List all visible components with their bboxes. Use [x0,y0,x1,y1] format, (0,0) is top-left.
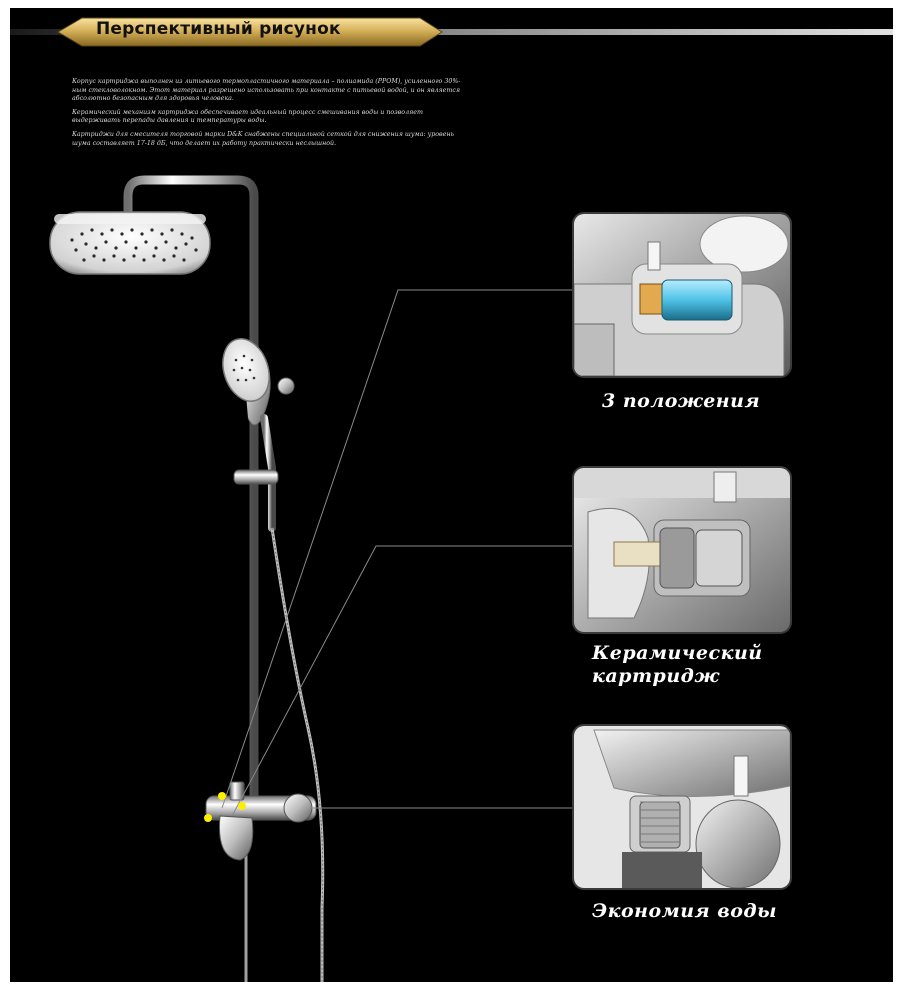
caption-line: Экономия воды [592,900,777,922]
feature-inset-cartridge [572,466,792,634]
caption-line: Керамический [592,642,763,664]
banner-title: Перспективный рисунок [96,19,341,39]
shower-head-icon [50,212,210,274]
caption-line: 3 положения [602,390,761,412]
caption-line: картридж [592,665,720,687]
feature-caption-water-saving [592,900,777,923]
feature-inset-water-saving [572,724,792,890]
feature-caption-cartridge [592,642,763,688]
feature-inset-positions [572,212,792,378]
description-paragraph: Керамический механизм картриджа обеспечивает идеальный процесс смешивания воды и позволяет выдерживать перепады давления и температуры воды. [72,108,423,125]
description-paragraph: Корпус картриджа выполнен из литьевого термопластичного материала – полиамида (PPOM), усиленного 30%-ным стекловолокном. Этот материал разрешено использовать при контакте с питьевой водой, и он является абсолютно безопасным для здоровья человека. [72,78,461,103]
feature-caption-positions [602,390,760,413]
product-canvas [10,8,893,982]
description-paragraph: Картриджи для смесителя торговой марки D&K снабжены специальной сеткой для снижения шума: уровень шума составляет 17-18 дБ, что делает их работу практически неслышной. [72,130,455,147]
